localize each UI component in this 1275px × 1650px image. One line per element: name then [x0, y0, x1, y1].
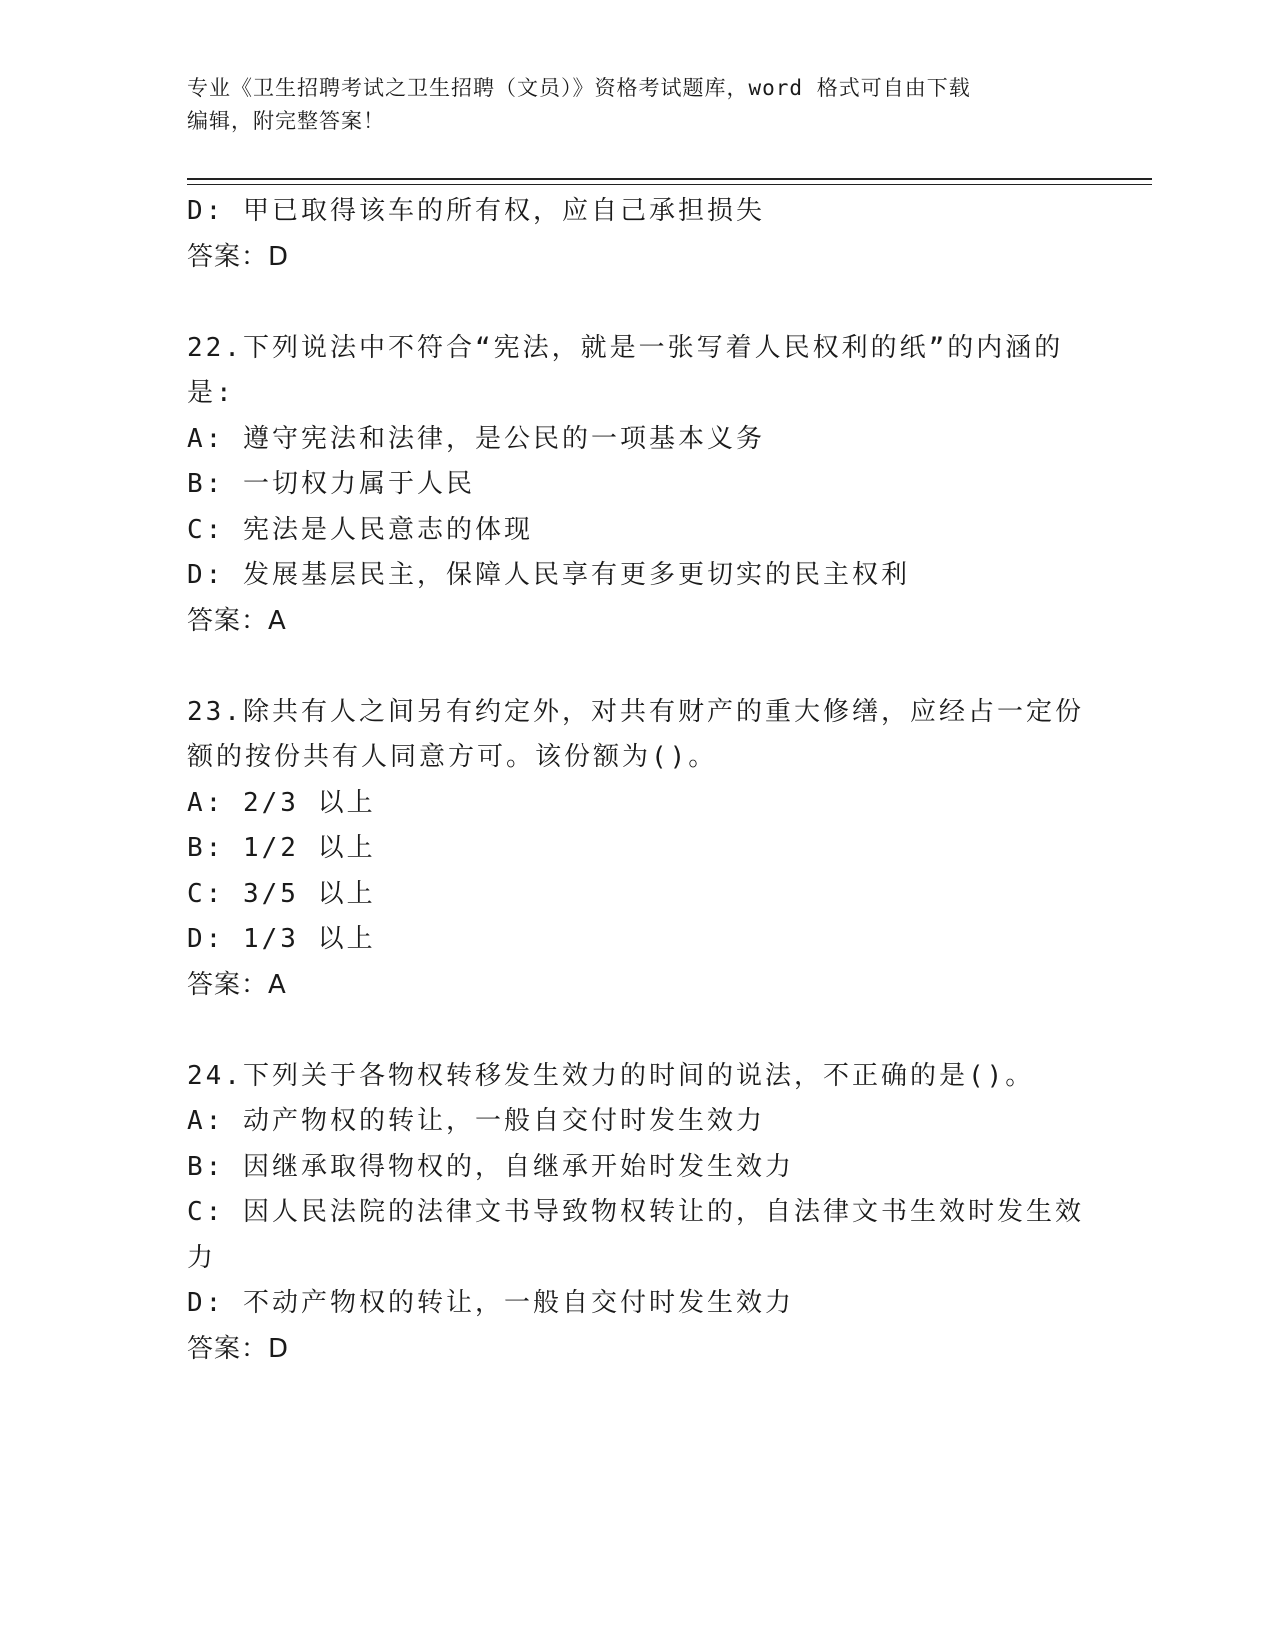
- answer: 答案：D: [187, 241, 290, 272]
- option-c: C: 宪法是人民意志的体现: [187, 514, 533, 545]
- page-header: [187, 72, 1087, 138]
- option-d: D: 发展基层民主，保障人民享有更多更切实的民主权利: [187, 560, 910, 590]
- header-line-1: 专业《卫生招聘考试之卫生招聘（文员）》资格考试题库，word 格式可自由下载: [187, 76, 971, 100]
- spacer: [187, 1008, 1087, 1054]
- option-b: B: 一切权力属于人民: [187, 469, 475, 499]
- option-d: D: 甲已取得该车的所有权，应自己承担损失: [187, 196, 765, 226]
- question-stem: 22.下列说法中不符合“宪法，就是一张写着人民权利的纸”的内涵的: [187, 332, 1064, 363]
- option-b: B: 因继承取得物权的，自继承开始时发生效力: [187, 1151, 794, 1182]
- spacer: [187, 644, 1087, 690]
- answer: 答案：A: [187, 605, 287, 636]
- option-a: A: 遵守宪法和法律，是公民的一项基本义务: [187, 423, 765, 454]
- option-a: A: 动产物权的转让，一般自交付时发生效力: [187, 1106, 765, 1136]
- option-d: D: 不动产物权的转让，一般自交付时发生效力: [187, 1288, 794, 1318]
- question-stem: 23.除共有人之间另有约定外，对共有财产的重大修缮，应经占一定份: [187, 696, 1084, 727]
- option-b: B: 1/2 以上: [187, 833, 376, 863]
- answer: 答案：A: [187, 969, 287, 1000]
- header-divider-thick: [187, 178, 1152, 180]
- option-d: D: 1/3 以上: [187, 924, 376, 954]
- header-line-2: 编辑，附完整答案！: [187, 109, 385, 133]
- option-a: A: 2/3 以上: [187, 787, 376, 818]
- spacer: [187, 280, 1087, 326]
- question-23: [187, 690, 1087, 1009]
- question-stem-cont: 额的按份共有人同意方可。该份额为()。: [187, 742, 718, 772]
- question-stem: 24.下列关于各物权转移发生效力的时间的说法，不正确的是()。: [187, 1060, 1035, 1091]
- answer: 答案：D: [187, 1333, 290, 1364]
- option-c: C: 因人民法院的法律文书导致物权转让的，自法律文书生效时发生效: [187, 1197, 1084, 1227]
- question-24: [187, 1054, 1087, 1373]
- prev-question-tail: [187, 189, 1087, 280]
- option-c: C: 3/5 以上: [187, 878, 376, 909]
- option-c-cont: 力: [187, 1242, 217, 1273]
- question-list: [187, 189, 1087, 1372]
- header-divider-thin: [187, 184, 1152, 185]
- question-22: [187, 326, 1087, 645]
- question-stem-cont: 是:: [187, 378, 235, 408]
